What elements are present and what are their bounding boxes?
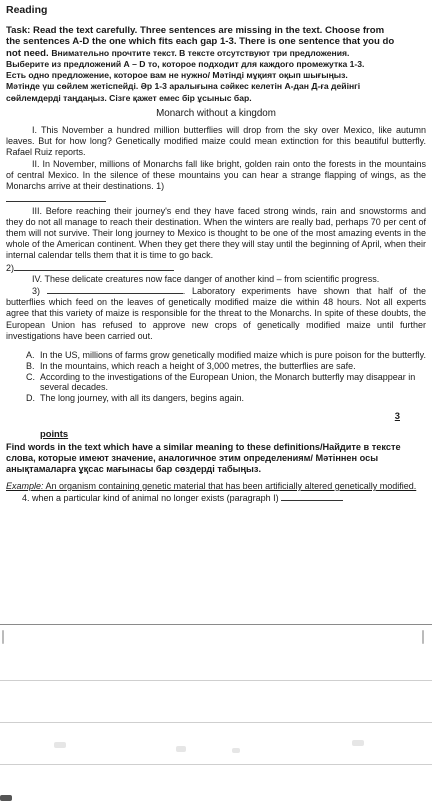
task-line-ru: Выберите из предложений А – D то, которое подходит для каждого промежутка 1-3. (6, 58, 365, 69)
smudge (232, 748, 240, 753)
task-line: the sentences A-D the one which fits each gap 1-3. There is one sentence that you do (6, 36, 395, 48)
points-number: 3 (394, 409, 400, 421)
faint-rule (0, 722, 432, 723)
smudge (54, 742, 66, 748)
gap-1-blank[interactable] (6, 192, 106, 202)
find-words-task: Find words in the text which have a similar meaning to these definitions/Найдите в тексте слова, которые имеют значение, аналогичное этим определениям/ Мәтіннен осы анықтамаларға ұқсас мағынасы бар сөздерді табыңыз. (6, 441, 401, 474)
paragraph-2: II. In November, millions of Monarchs fall like bright, golden rain onto the forests in the mountains of central Mexico. In the silence of these mountains you can hear a strange flapping of wings, as the Monarchs arrive at their destinations. 1) (6, 159, 426, 206)
task-line-ru: Внимательно прочтите текст. В тексте отсутствуют три предложения. (51, 47, 350, 58)
smudge (352, 740, 364, 746)
answer-4-blank[interactable] (281, 492, 343, 501)
gap-3-blank[interactable] (47, 285, 183, 294)
task-instructions (6, 25, 426, 104)
option-d: D. The long journey, with all its dangers, begins again. (26, 393, 244, 404)
gap-2-blank[interactable] (14, 262, 174, 271)
left-mark (2, 630, 4, 644)
blank-lower-area (0, 622, 432, 801)
points-label: points (40, 427, 69, 439)
paragraph-4: IV. These delicate creatures now face danger of another kind – from scientific progress. 3) . Laboratory experiments have shown that half of the butterflies which feed on the leaves of genetically modified maize die within 48 hours. Not all experts agree that this variety of maize is responsible for the threat to the Monarchs. In spite of these doubts, the European Union has refused to approve new crops of genetically modified maize until further investigations have been carried out. (6, 273, 426, 341)
section-heading: Reading (6, 4, 48, 16)
text-title: Monarch without a kingdom (156, 108, 276, 120)
top-divider (0, 624, 432, 625)
faint-rule (0, 764, 432, 765)
corner-mark (0, 795, 12, 801)
reading-page (6, 4, 426, 503)
option-a: A. In the US, millions of farms grow genetically modified maize which is pure poison for the butterfly. (26, 349, 427, 360)
smudge (176, 746, 186, 752)
example-line: Example: An organism containing genetic material that has been artificially altered genetically modified. (6, 480, 417, 491)
task-line: not need. (6, 47, 49, 59)
paragraph-1: I. This November a hundred million butterflies will drop from the sky over Mexico, like autumn leaves. But for how long? Genetically modified maize could mean extinction for this beautiful butterfly. Rafael Ruiz reports. (6, 125, 426, 158)
gap-3-label: 3) (32, 285, 41, 296)
right-mark (422, 630, 424, 644)
options-list (26, 350, 426, 404)
task-line-ru: Мәтінде үш сөйлем жетіспейді. Әр 1-3 аралығына сәйкес келетін А-дан Д-ға дейінгі (6, 81, 361, 92)
task-line-ru: сөйлемдерді таңдаңыз. Сізге қажет емес бір ұсыныс бар. (6, 92, 252, 103)
question-4: 4. when a particular kind of animal no longer exists (paragraph I) (22, 492, 426, 503)
option-c: C. According to the investigations of the European Union, the Monarch butterfly may disappear in several decades. (26, 371, 416, 393)
faint-rule (0, 680, 432, 681)
option-b: B. In the mountains, which reach a height of 3,000 metres, the butterflies are safe. (26, 360, 356, 371)
gap-2-label: 2) (6, 262, 15, 273)
task-line-ru: Есть одно предложение, которое вам не нужно/ Мәтінді мұқият оқып шығыңыз. (6, 70, 348, 81)
task-line: Task: Read the text carefully. Three sentences are missing in the text. Choose from (6, 25, 385, 36)
paragraph-3: III. Before reaching their journey's end they have faced strong winds, rain and snowstorms and they do not all manage to reach their destination. When the winters are really bad, perhaps 70 per cent of them will not survive. Their long journey to Mexico is thought to be one of the most amazing events in the whole of the American continent. When they get there they will stay until the beginning of April, when their internal calendar tells them that it is time to go back. 2) (6, 205, 426, 273)
